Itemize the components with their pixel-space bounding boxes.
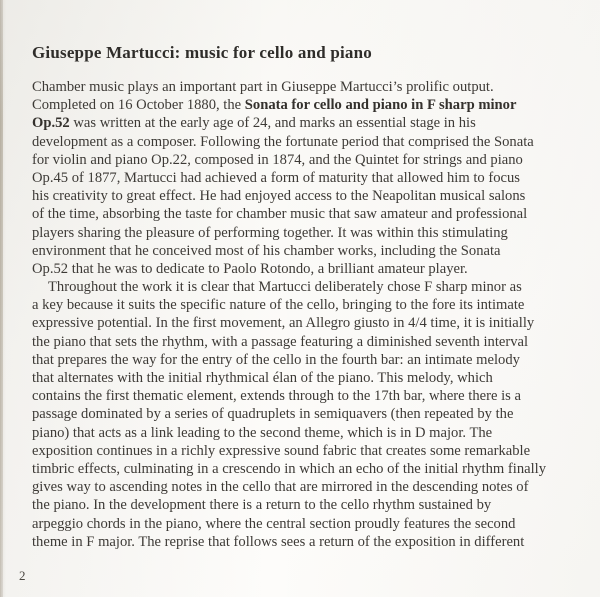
bold-text-segment: Sonata for cello and piano in F sharp minor [244, 97, 517, 114]
text-segment: the piano that sets the rhythm, with a passage featuring a diminished seventh interval [32, 333, 529, 350]
text-line [32, 424, 584, 442]
text-line [32, 278, 584, 296]
text-line [32, 442, 584, 460]
text-segment: arpeggio chords in the piano, where the central section proudly features the second [32, 515, 516, 532]
page-number: 2 [19, 568, 26, 583]
page-title: Giuseppe Martucci: music for cello and piano [32, 43, 372, 62]
text-segment: expressive potential. In the first movement, an Allegro giusto in 4/4 time, it is initially [32, 315, 535, 332]
body-text [32, 78, 584, 551]
text-line [32, 187, 584, 205]
text-segment: gives way to ascending notes in the cello that are mirrored in the descending notes of [32, 479, 529, 496]
text-segment: was written at the early age of 24, and marks an essential stage in his [69, 115, 476, 132]
text-segment: environment that he conceived most of his chamber works, including the Sonata [32, 242, 501, 259]
text-line [32, 405, 584, 423]
text-line [32, 533, 584, 551]
text-line [32, 478, 584, 496]
text-segment: Throughout the work it is clear that Martucci deliberately chose F sharp minor as [48, 279, 522, 296]
text-line [32, 96, 584, 114]
text-line [32, 260, 584, 278]
text-line [32, 151, 584, 169]
text-line [32, 205, 584, 223]
text-line [32, 133, 584, 151]
text-segment: Op.45 of 1877, Martucci had achieved a form of maturity that allowed him to focus [32, 169, 520, 186]
text-segment: Completed on 16 October 1880, the [32, 97, 245, 114]
text-segment: a key because it suits the specific nature of the cello, bringing to the fore its intimate [32, 297, 525, 314]
text-segment: contains the first thematic element, extends through to the 17th bar, where there is a [32, 388, 521, 405]
text-line [32, 369, 584, 387]
text-segment: the piano. In the development there is a return to the cello rhythm sustained by [32, 497, 492, 514]
text-segment: that prepares the way for the entry of the cello in the fourth bar: an intimate melody [32, 351, 520, 368]
text-line [32, 242, 584, 260]
text-segment: piano) that acts as a link leading to the second theme, which is in D major. The [32, 424, 493, 441]
text-segment: passage dominated by a series of quadruplets in semiquavers (then repeated by the [32, 406, 514, 423]
text-line [32, 224, 584, 242]
text-segment: Op.52 that he was to dedicate to Paolo Rotondo, a brilliant amateur player. [32, 260, 468, 277]
bold-text-segment: Op.52 [32, 115, 70, 132]
text-segment: exposition continues in a richly expressive sound fabric that creates some remarkable [32, 442, 531, 459]
text-line [32, 314, 584, 332]
text-line [32, 296, 584, 314]
text-segment: theme in F major. The reprise that follows sees a return of the exposition in different [32, 533, 525, 550]
text-line [32, 351, 584, 369]
text-segment: for violin and piano Op.22, composed in 1874, and the Quintet for strings and piano [32, 151, 523, 168]
text-line [32, 387, 584, 405]
left-page-edge-shadow [0, 0, 3, 597]
text-segment: his creativity to great effect. He had enjoyed access to the Neapolitan musical salons [32, 188, 526, 205]
text-segment: development as a composer. Following the fortunate period that comprised the Sonata [32, 133, 534, 150]
text-segment: players sharing the pleasure of performing together. It was within this stimulating [32, 224, 508, 241]
text-line [32, 169, 584, 187]
text-line [32, 333, 584, 351]
text-line [32, 78, 584, 96]
text-segment: timbric effects, culminating in a crescendo in which an echo of the initial rhythm finally [32, 460, 547, 477]
text-segment: of the time, absorbing the taste for chamber music that saw amateur and professional [32, 206, 528, 223]
text-line [32, 515, 584, 533]
text-segment: that alternates with the initial rhythmical élan of the piano. This melody, which [32, 370, 493, 386]
text-line [32, 460, 584, 478]
text-segment: Chamber music plays an important part in Giuseppe Martucci’s prolific output. [32, 79, 494, 95]
text-line [32, 114, 584, 132]
text-line [32, 496, 584, 514]
